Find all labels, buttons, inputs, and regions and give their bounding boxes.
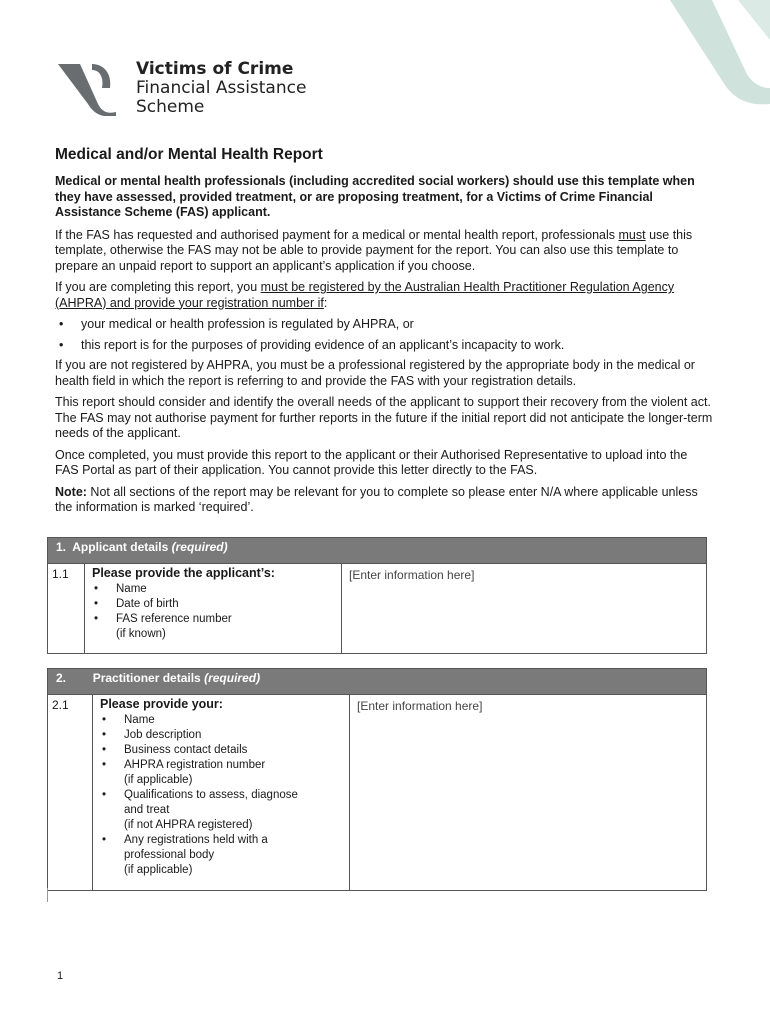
page-title: Medical and/or Mental Health Report [55,146,323,163]
section-2-table [47,668,707,891]
section-2-header [48,669,707,695]
section-2-required: (required) [204,671,261,685]
list-item: • Qualifications to assess, diagnose [100,788,342,803]
bullet-item: • your medical or health profession is regulated by AHPRA, or [55,317,713,333]
logo [58,60,358,120]
p2-text-b: : [323,295,328,310]
list-item: • FAS reference number [92,612,334,627]
list-item: • Name [92,582,334,597]
list-item-continued: professional body [124,849,215,861]
question-title: Please provide your: [100,697,223,711]
section-2-title: Practitioner details [92,671,201,685]
p2-underline: must be registered by the Australian Health Practitioner Regulation Agency (AHPRA) and provide your registration number if [55,280,675,310]
answer-field[interactable]: [Enter information here] [350,695,707,891]
list-item [92,627,334,642]
list-item: • Job description [100,728,342,743]
question-title: Please provide the applicant’s: [92,566,275,580]
p1-underline: must [618,227,646,242]
logo-mark-icon [58,60,130,116]
section-1-number: 1. [56,540,67,554]
paragraph-5: Once completed, you must provide this report to the applicant or their Authorised Representative to upload into the FAS Portal as part of their application. You cannot provide this letter directly to the FAS. [55,447,688,477]
logo-text [136,60,306,117]
list-item-continued: (if not AHPRA registered) [124,819,253,831]
p2-text-a: If you are completing this report, you [55,280,261,294]
logo-line-1: Victims of Crime [136,59,294,79]
logo-line-3: Scheme [136,97,205,117]
list-item-continued: (if applicable) [124,864,193,876]
question-number: 2.1 [48,695,93,891]
question-cell [93,695,350,891]
question-number: 1.1 [48,564,85,654]
list-item: • Name [100,713,342,728]
paragraph-1 [55,228,713,275]
p1-text-a: If the FAS has requested and authorised payment for a medical or mental health report, professionals [55,227,619,242]
section-2-number: 2. [56,671,67,685]
margin-mark [47,888,48,902]
bullet-list [55,317,713,353]
list-item-continued: (if applicable) [124,774,193,786]
list-item: • Any registrations held with a [100,833,342,848]
bullet-item: • this report is for the purposes of providing evidence of an applicant’s incapacity to work. [55,338,713,354]
note-text: Not all sections of the report may be relevant for you to complete so please enter N/A where applicable unless the information is marked ‘required’. [55,484,698,514]
list-item: • AHPRA registration number [100,758,342,773]
section-1-table [47,537,707,654]
list-item: • Date of birth [92,597,334,612]
section-1-title: Applicant details [72,540,169,554]
note [55,485,713,516]
section-1-required: (required) [171,540,228,554]
question-list [100,713,342,878]
section-2-row [48,695,707,891]
paragraph-3: If you are not registered by AHPRA, you must be a professional registered by the appropriate body in the medical or health field in which the report is referring to and provide the FAS with your registration details. [55,358,695,388]
question-list [92,582,334,642]
document-body [55,146,713,522]
section-1-row [48,564,707,654]
paragraph-4: This report should consider and identify the overall needs of the applicant to support their recovery from the violent act. The FAS may not authorise payment for further reports in the future if the initial report did not anticipate the longer-term needs of the applicant. [55,395,713,440]
p1-text-b: use this template, otherwise the FAS may not be able to provide payment for the report. You can also use this template to prepare an unpaid report to support an applicant’s application if you choose. [55,227,693,273]
list-item-continued: and treat [124,804,170,816]
page-number: 1 [57,970,64,982]
logo-line-2: Financial Assistance [136,78,307,98]
question-cell [85,564,342,654]
list-item-continued: (if known) [116,628,166,640]
section-1-header [48,538,707,564]
paragraph-2 [55,280,713,311]
intro-bold: Medical or mental health professionals (including accredited social workers) should use this template when they have assessed, provided treatment, or are proposing treatment, for a Victims of Crime Financial Assistance Scheme (FAS) applicant. [55,174,695,219]
list-item: • Business contact details [100,743,342,758]
corner-decoration [650,0,770,110]
note-label: Note: [55,484,87,499]
answer-field[interactable]: [Enter information here] [342,564,707,654]
